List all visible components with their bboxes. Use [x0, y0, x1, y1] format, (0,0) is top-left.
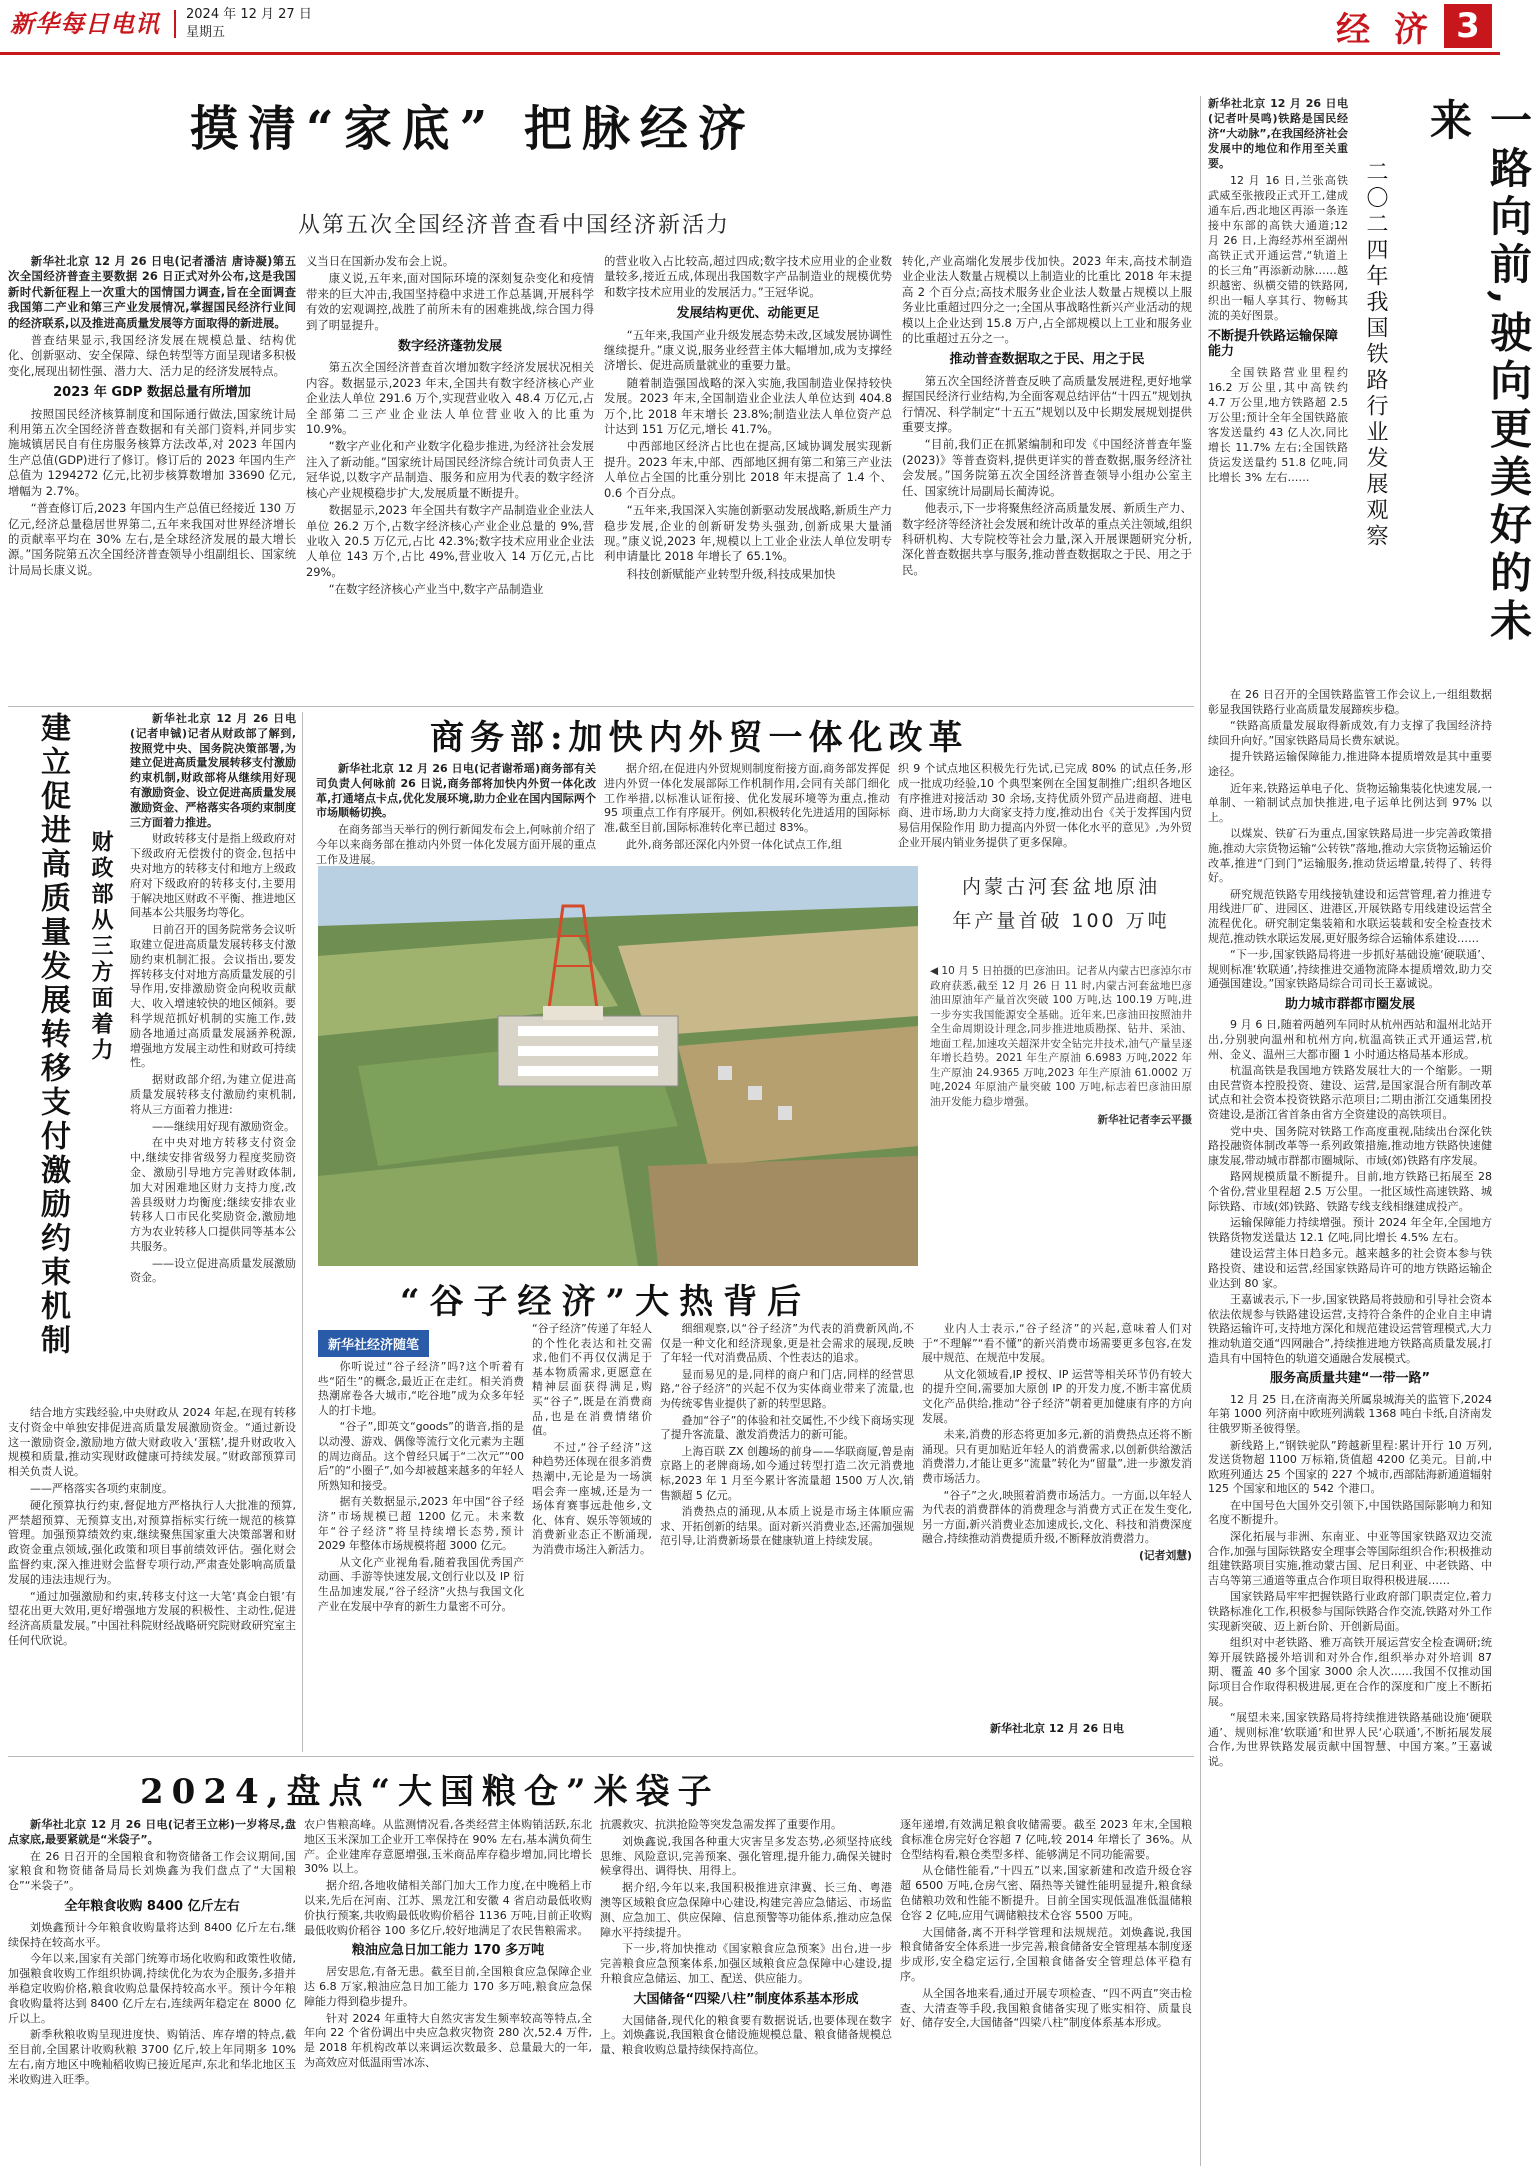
column-divider: [1200, 96, 1201, 2166]
railway-body: [1208, 688, 1492, 2166]
commerce-headline: 商务部:加快内外贸一体化改革: [430, 718, 969, 758]
article1-col4: [902, 254, 1192, 704]
masthead-divider: [174, 10, 176, 38]
millet-col4: [922, 1322, 1192, 1708]
commerce-col3: [898, 762, 1192, 862]
article1-subheading: 数字经济蓬勃发展: [397, 339, 502, 355]
commerce-col2: [604, 762, 890, 862]
photo-credit: 新华社记者李云平摄: [1097, 1114, 1192, 1126]
article1-para: 第五次全国经济普查反映了高质量发展进程,更好地掌握国民经济行业结构,为全面客观总结评估“十四五”规划执行情况、科学制定“十五五”规划以及中长期发展规划提供重要支撑。: [902, 373, 1192, 435]
article1-para: 转化,产业高端化发展步伐加快。2023 年末,高技术制造业企业法人数量占规模以上制造业的比重比 2018 年末提高 2 个百分点;高技术服务业企业法人数量占规模以上服务业比重超过四分之一;全国从事战略性新兴产业活动的规模以上企业达到 15.8 万户,占全部规模以上工业和服务业的比重超过五分之一。: [902, 254, 1192, 346]
grain-para: 据介绍,今年以来,我国积极推进京津冀、长三角、粤港澳等区域粮食应急保障中心建设,构建完善应急储运、市场监测、应急加工、供应保障、信息预警等功能体系,推动应急保障水平持续提升。: [600, 1881, 892, 1939]
grain-para: 下一步,将加快推动《国家粮食应急预案》出台,进一步完善粮食应急预案体系,加强区域粮食应急保障中心建设,提升粮食应急储运、加工、配送、供应能力。: [600, 1942, 892, 1985]
railway-para: 新线路上,“钢铁驼队”跨越新里程:累计开行 10 万列,发送货物超 1100 万标箱,货值超 4200 亿美元。目前,中欧班列通达 25 个国家的 227 个城市,西部陆海新通道辐射 125 个国家和地区的 542 个港口。: [1208, 1438, 1492, 1496]
millet-para: 消费热点的涌现,从本质上说是市场主体顺应需求、开拓创新的结果。面对新兴消费业态,还需加强规范引导,让消费新场景在健康轨道上持续发展。: [660, 1505, 914, 1548]
grain-col4: [900, 1818, 1192, 2168]
railway-subheading: 不断提升铁路运输保障能力: [1208, 329, 1339, 359]
railway-para: 12 月 25 日,在济南海关所属泉城海关的监管下,2024 年第 1000 列济南中欧班列满载 1368 吨白卡纸,自济南发往俄罗斯圣彼得堡。: [1208, 1392, 1492, 1435]
grain-para: 大国储备,现代化的粮食要有数据说话,也要体现在数字上。刘焕鑫说,我国粮食仓储设施规模总量、粮食储备规模总量、粮食收购总量持续保持高位。: [600, 2013, 892, 2057]
masthead-weekday: 星期五: [186, 25, 226, 40]
grain-subheading: 大国储备“四梁八柱”制度体系基本形成: [633, 1991, 859, 2007]
grain-col2: [304, 1818, 592, 2168]
article1-subheading: 推动普查数据取之于民、用之于民: [949, 352, 1145, 368]
article1-para: “五年来,我国产业升级发展态势未改,区域发展协调性继续提升。”康义说,服务业经营主体大幅增加,成为支撑经济增长、促进高质量就业的重要力量。: [604, 327, 892, 373]
grain-para: 大国储备,离不开科学管理和法规规范。刘焕鑫说,我国粮食储备安全体系进一步完善,粮食储备安全管理基本制度逐步成形,安全稳定运行,全国粮食储备安全管理总体平稳有序。: [900, 1925, 1192, 1983]
millet-para: 不过,“谷子经济”这种趋势还体现在很多消费热潮中,无论是为一场演唱会奔一座城,还是为一场体育赛事远赴他乡,文化、体育、娱乐等领域的消费新业态正不断涌现,为消费市场注入新活力。: [532, 1440, 652, 1556]
railway-para: 9 月 6 日,随着两趟列车同时从杭州西站和温州北站开出,分别驶向温州和杭州方向,杭温高铁正式开通运营,杭州、金义、温州三大都市圈 1 小时通达格局基本形成。: [1208, 1018, 1492, 1061]
grain-dateline-para: 新华社北京 12 月 26 日电(记者王立彬)一岁将尽,盘点家底,最要紧就是“米袋子”。: [8, 1818, 296, 1846]
commerce-para: 据介绍,在促进内外贸规则制度衔接方面,商务部发挥促进内外贸一体化发展部际工作机制作用,会同有关部门细化工作举措,以标准认证衔接、优化发展环境等为重点,推动 95 项重点工作有序展开。例如,积极转化先进适用的国际标准,截至目前,国际标准转化率已超过 83%。: [604, 762, 890, 835]
millet-col1: [318, 1360, 524, 1748]
finance-para: 硬化预算执行约束,督促地方严格执行人大批准的预算,严禁超预算、无预算支出,对预算指标实行统一规范的核算管理。加强预算绩效约束,继续聚焦国家重大决策部署和财政资金重点领域,强化政策和项目事前绩效评估。强化财会监督约束,深入推进财会监督专项行动,严肃查处影响高质量发展的违法违规行为。: [8, 1498, 296, 1586]
article1-para: 中西部地区经济占比也在提高,区域协调发展实现新提升。2023 年末,中部、西部地区拥有第二和第三产业法人单位占全国的比重分别比 2018 年末提高了 1.4 个、0.6 个百分点。: [604, 439, 892, 500]
article1-subheading: 发展结构更优、动能更足: [676, 306, 820, 322]
millet-author: (记者刘慧): [1138, 1548, 1192, 1562]
column-divider: [302, 712, 303, 1752]
millet-para: 叠加“谷子”的体验和社交属性,不少线下商场实现了提升客流量、激发消费活力的新可能。: [660, 1413, 914, 1442]
millet-para: 细细观察,以“谷子经济”为代表的消费新风尚,不仅是一种文化和经济现象,更是社会需求的展现,反映了年轻一代对消费品质、个性表达的追求。: [660, 1322, 914, 1365]
millet-para: 上海百联 ZX 创趣场的前身——华联商厦,曾是南京路上的老牌商场,如今通过转型打造二次元消费地标,2023 年 1 月至今累计客流量超 1500 万人次,销售额超 5 亿元。: [660, 1444, 914, 1502]
railway-para: 近年来,铁路运单电子化、货物运输集装化快速发展,一单制、一箱制试点加快推进,电子运单比例达到 97% 以上。: [1208, 781, 1492, 824]
commerce-dateline-para: 新华社北京 12 月 26 日电(记者谢希瑶)商务部有关司负责人何咏前 26 日说,商务部将加快内外贸一体化改革,打通堵点卡点,优化发展环境,助力企业在国内国际两个市场顺畅切换。: [316, 762, 596, 820]
finance-para: “通过加强激励和约束,转移支付这一大笔‘真金白银’有望花出更大效用,更好增强地方发展的积极性、主动性,促进经济高质量发展。”中国社科院财经战略研究院财政研究室主任何代欣说。: [8, 1589, 296, 1647]
railway-para: 组织对中老铁路、雅万高铁开展运营安全检查调研;统筹开展铁路援外培训和对外合作,组织举办对外培训 87 期、覆盖 40 多个国家 3000 余人次……我国不仅推动国际项目合作取得积极进展,更在合作的深度和广度上不断拓展。: [1208, 1636, 1492, 1708]
finance-para: 财政转移支付是指上级政府对下级政府无偿拨付的资金,包括中央对地方的转移支付和地方上级政府对下级政府的转移支付,主要用于解决地区财政不平衡、推进地区间基本公共服务均等化。: [130, 832, 296, 920]
article1-para: “数字产业化和产业数字化稳步推进,为经济社会发展注入了新动能。”国家统计局国民经济综合统计司负责人王冠华说,以数字产品制造、服务和应用为代表的数字经济核心产业规模稳步扩大,发展质量不断提升。: [306, 439, 594, 500]
millet-para: “谷子经济”传递了年轻人的个性化表达和社交需求,他们不再仅仅满足于基本物质需求,更愿意在精神层面获得满足,购买“谷子”,既是在消费商品,也是在消费情绪价值。: [532, 1322, 652, 1438]
railway-para: 杭温高铁是我国地方铁路发展壮大的一个缩影。一期由民营资本控股投资、建设、运营,是国家混合所有制改革试点和社会资本投资铁路示范项目;二期由浙江交通集团投资建设,是浙江省首条由省方全资建设的高铁项目。: [1208, 1064, 1492, 1122]
finance-para: 结合地方实践经验,中央财政从 2024 年起,在现有转移支付资金中单独安排促进高质量发展激励资金。“通过新设这一激励资金,激励地方做大财政收入‘蛋糕’,提升财政收入规模和质量,推动实现财政健康可持续发展。”财政部预算司相关负责人说。: [8, 1406, 296, 1479]
millet-para: 据有关数据显示,2023 年中国“谷子经济”市场规模已超 1200 亿元。未来数年“谷子经济”将呈持续增长态势,预计 2029 年整体市场规模将超 3000 亿元。: [318, 1495, 524, 1553]
railway-para: “展望未来,国家铁路局将持续推进铁路基础设施‘硬联通’、规则标准‘软联通’和世界人民‘心联通’,不断拓展发展合作,为世界铁路发展贡献中国智慧、中国方案。”王嘉诚说。: [1208, 1711, 1492, 1768]
finance-para: 日前召开的国务院常务会议听取建立促进高质量发展转移支付激励约束机制汇报。会议指出,要发挥转移支付对地方高质量发展的引导作用,安排激励资金向税收贡献大、收入增速较快的地区倾斜。要科学规范抓好机制的实施工作,鼓励各地通过高质量发展涵养税源,增强地方发展主动性和财政可持续性。: [130, 923, 296, 1070]
section-divider: [8, 1756, 1194, 1757]
grain-col1: [8, 1818, 296, 2168]
article1-para: 的营业收入占比较高,超过四成;数字技术应用业的企业数量较多,接近五成,体现出我国数字产品制造业的规模优势和数字技术应用业的发展活力。”王冠华说。: [604, 254, 892, 299]
article1-subheading: 2023 年 GDP 数据总量有所增加: [53, 385, 251, 401]
grain-subheading: 全年粮食收购 8400 亿斤左右: [64, 1898, 240, 1914]
millet-col2: [532, 1322, 652, 1748]
commerce-col1: [316, 762, 596, 866]
grain-para: 今年以来,国家有关部门统筹市场化收购和政策性收储,加强粮食收购工作组织协调,持续优化为农为企服务,多措并举稳定收购价格,粮食收购总量保持较高水平。预计今年粮食收购量将达到 8400 亿斤左右,连续两年稳定在 8000 亿斤以上。: [8, 1952, 296, 2025]
grain-headline: 2024,盘点“大国粮仓”米袋子: [140, 1772, 720, 1812]
article1-para: 普查结果显示,我国经济发展在规模总量、结构优化、创新驱动、安全保障、绿色转型等方面呈现诸多积极变化,展现出韧性强、潜力大、活力足的经济发展特点。: [8, 333, 296, 378]
grain-para: 据介绍,各地收储相关部门加大工作力度,在中晚稻上市以来,先后在河南、江苏、黑龙江和安徽 4 省启动最低收购价执行预案,共收购最低收购价稻谷 1136 万吨,目前正收购最低收购价稻谷 100 多亿斤,较好地满足了农民售粮需求。: [304, 1879, 592, 1937]
article1-para: “五年来,我国深入实施创新驱动发展战略,新质生产力稳步发展,企业的创新研发势头强劲,创新成果大量涌现。”康义说,2023 年,规模以上工业企业法人单位发明专利申请量比 2018 年增长了 65.1%。: [604, 503, 892, 564]
millet-para: 从文化领域看,IP 授权、IP 运营等相关环节仍有较大的提升空间,需要加大原创 IP 的开发力度,不断丰富优质文化产品供给,推动“谷子经济”朝着更加健康有序的方向发展。: [922, 1367, 1192, 1425]
article1-para: 按照国民经济核算制度和国际通行做法,国家统计局利用第五次全国经济普查数据和有关部门资料,并同步实施城镇居民自有住房服务核算方法改革,对 2023 年国内生产总值(GDP)进行了修订。修订后的 2023 年国内生产总值为 1294272 亿元,比初步核算数增加 33690 亿元,增幅为 2.7%。: [8, 406, 296, 498]
railway-para: 研究规范铁路专用线接轨建设和运营管理,着力推进专用线进厂矿、进园区、进港区,开展铁路专用线建设运营全流程优化。研究制定集装箱和水联运装载和安全检查技术规范,推动铁水联运发展,更好服务综合运输体系建设……: [1208, 887, 1492, 945]
grain-para: 在 26 日召开的全国粮食和物资储备工作会议期间,国家粮食和物资储备局局长刘焕鑫为我们盘点了“大国粮仓”“米袋子”。: [8, 1849, 296, 1893]
finance-para: ——设立促进高质量发展激励资金。: [130, 1256, 296, 1285]
railway-para: 王嘉诚表示,下一步,国家铁路局将鼓励和引导社会资本依法依规参与铁路建设运营,支持符合条件的企业自主申请铁路运输许可,支持地方深化和规范建设运营管理模式,大力推动轨道交通“四网融合”,持续推进地方铁路高质量发展,打造具有中国特色的轨道交通融合发展模式。: [1208, 1293, 1492, 1365]
finance-dateline-para: 新华社北京 12 月 26 日电(记者申铖)记者从财政部了解到,按照党中央、国务院决策部署,为建立促进高质量发展转移支付激励约束机制,财政部将从继续用好现有激励资金、设立促进高质量发展激励资金、严格落实各项约束制度三方面着力推进。: [130, 712, 296, 829]
article1-headline: 摸清“家底” 把脉经济: [190, 101, 756, 157]
railway-para: 提升铁路运输保障能力,推进降本提质增效是其中重要途径。: [1208, 750, 1492, 778]
millet-para: 显而易见的是,同样的商户和门店,同样的经营思路,“谷子经济”的兴起不仅为实体商业带来了流量,也为传统零售业提供了新的转型思路。: [660, 1367, 914, 1410]
oilfield-photo: [318, 866, 918, 1266]
article1-para: 科技创新赋能产业转型升级,科技成果加快: [626, 566, 836, 581]
millet-para: 从文化产业视角看,随着我国优秀国产动画、手游等快速发展,文创行业以及 IP 衍生品加速发展,“谷子经济”火热与我国文化产业在发展中孕育的新生力量密不可分。: [318, 1555, 524, 1613]
millet-headline: “谷子经济”大热背后: [400, 1282, 812, 1322]
finance-para: ——严格落实各项约束制度。: [30, 1481, 173, 1495]
railway-para: “下一步,国家铁路局将进一步抓好基础设施‘硬联通’、规则标准‘软联通’,持续推进交通物流降本提质增效,助力交通强国建设。”国家铁路局综合司司长王嘉诚说。: [1208, 948, 1492, 991]
commerce-para: 此外,商务部还深化内外贸一体化试点工作,组: [626, 837, 842, 851]
article1-dateline-para: 新华社北京 12 月 26 日电(记者潘洁 唐诗凝)第五次全国经济普查主要数据 26 日正式对外公布,这是我国新时代新征程上一次重大的国情国力调查,旨在全面调查我国第二产业和第三产业发展情况,掌握国民经济行业间的经济联系,以及推进高质量发展等方面取得的新进展。: [8, 254, 296, 330]
millet-para: 你听说过“谷子经济”吗?这个听着有些“陌生”的概念,最近正在走红。相关消费热潮席卷各大城市,“吃谷地”成为众多年轻人的打卡地。: [318, 1360, 524, 1417]
grain-para: 新季秋粮收购呈现进度快、购销活、库存增的特点,截至目前,全国累计收购秋粮 3700 亿斤,较上年同期多 10% 左右,南方地区中晚籼稻收购已接近尾声,东北和华北地区玉米收购进入旺季。: [8, 2028, 296, 2086]
photo-caption: [930, 964, 1192, 1109]
photo-title: [930, 870, 1192, 938]
railway-subhead: 二〇二四年我国铁路行业发展观察: [1363, 160, 1388, 550]
section-divider: [8, 706, 1194, 707]
railway-subheading: 服务高质量共建“一带一路”: [1269, 1371, 1431, 1387]
photo-title-line2: 年产量首破 100 万吨: [952, 910, 1170, 932]
railway-para: 以煤炭、铁矿石为重点,国家铁路局进一步完善政策措施,推动大宗货物运输“公转铁”落地,推动大宗货物运输运价改革,推进“门到门”运输服务,推动货运增量,转得了、转得好。: [1208, 827, 1492, 885]
finance-headline: 建立促进高质量发展转移支付激励约束机制: [35, 712, 70, 1358]
railway-subheading: 助力城市群都市圈发展: [1284, 996, 1415, 1012]
millet-dateline: 新华社北京 12 月 26 日电: [990, 1722, 1124, 1735]
masthead-date-block: [186, 6, 312, 42]
masthead-date: 2024 年 12 月 27 日: [186, 7, 312, 22]
grain-para: 刘焕鑫说,我国各种重大灾害呈多发态势,必须坚持底线思维、风险意识,完善预案、强化管理,提升能力,确保关键时候拿得出、调得快、用得上。: [600, 1834, 892, 1878]
railway-para: 国家铁路局牢牢把握铁路行业政府部门职责定位,着力铁路标准化工作,积极参与国际铁路合作交流,铁路对外工作实现新突破、迈上新台阶、开创新局面。: [1208, 1590, 1492, 1633]
millet-para: 未来,消费的形态将更加多元,新的消费热点还将不断涌现。只有更加贴近年轻人的消费需求,以创新供给激活消费潜力,才能让更多“流量”转化为“留量”,进一步激发消费市场活力。: [922, 1428, 1192, 1485]
railway-headline: 一路向前,驶向更美好的未来: [1424, 98, 1533, 647]
finance-side-col: [130, 712, 296, 1402]
railway-para: 党中央、国务院对铁路工作高度重视,陆续出台深化铁路投融资体制改革等一系列政策措施,推动地方铁路快速健康发展,带动城市群都市圈城际、市域(郊)铁路有序发展。: [1208, 1124, 1492, 1167]
grain-para: 抗震救灾、抗洪抢险等突发急需发挥了重要作用。: [600, 1818, 842, 1831]
railway-para: 建设运营主体日趋多元。越来越多的社会资本参与铁路投资、建设和运营,经国家铁路局许可的地方铁路运输企业达到 80 家。: [1208, 1247, 1492, 1290]
article1-para: 第五次全国经济普查首次增加数字经济发展状况相关内容。数据显示,2023 年末,全国共有数字经济核心产业企业法人单位 291.6 万个,实现营业收入 48.4 万亿元,占全部第二三产业企业法人单位营业收入的比重为 10.9%。: [306, 360, 594, 437]
article1-para: 随着制造强国战略的深入实施,我国制造业保持较快发展。2023 年末,全国制造业企业法人单位达到 404.8 万个,比 2018 年末增长 23.8%;制造业法人单位资产总计达到 151 万亿元,增长 41.7%。: [604, 375, 892, 437]
photo-caption-block: [930, 964, 1192, 1266]
finance-para: 在中央对地方转移支付资金中,继续安排省级努力程度奖励资金、激励引导地方完善财政体制,加大对困难地区财力支持力度,改善县级财力均衡度;继续安排农业转移人口市民化奖励资金,激励地方为农业转移人口提供同等基本公共服务。: [130, 1136, 296, 1253]
railway-para: 运输保障能力持续增强。预计 2024 年全年,全国地方铁路货物发送量达 12.1 亿吨,同比增长 4.5% 左右。: [1208, 1216, 1492, 1244]
article1-para: 义当日在国新办发布会上说。: [306, 254, 455, 268]
railway-para: 深化拓展与非洲、东南亚、中亚等国家铁路双边交流合作,加强与国际铁路安全理事会等国际组织合作;积极推动组建铁路项目实施,推动蒙古国、尼日利亚、中老铁路、中吉乌等第三通道等重点合作项目取得积极进展……: [1208, 1530, 1492, 1587]
railway-dateline-para: 新华社北京 12 月 26 日电(记者叶昊鸣)铁路是国民经济“大动脉”,在我国经济社会发展中的地位和作用至关重要。: [1208, 97, 1348, 170]
commerce-para: 织 9 个试点地区积极先行先试,已完成 80% 的试点任务,形成一批成功经验,10 个典型案例在全国复制推广;组织各地区有序推进对接活动 30 余场,支持优质外贸产品进商超、进电商、进市场,助力大商家支持力度,推动出台《关于发挥国内贸易信用保险作用 助力提高内外贸一体化水平的意见》,为外贸企业开展内销业务提供了更多保障。: [898, 762, 1192, 849]
article1-col3: [604, 254, 892, 704]
railway-para: 12 月 16 日,兰张高铁武威至张掖段正式开工,建成通车后,西北地区再添一条连接中东部的高铁大通道;12 月 26 日,上海经苏州至湖州高铁正式开通运营,“轨道上的长三角”再添新动脉……越织越密、纵横交错的铁路网,织出一幅人享其行、物畅其流的美好图景。: [1208, 174, 1348, 322]
photo-caption-text: 10 月 5 日拍摄的巴彦油田。记者从内蒙古巴彦淖尔市政府获悉,截至 12 月 26 日 11 时,内蒙古河套盆地巴彦油田原油年产量首次突破 100 万吨,达 100.19 万吨,进一步夯实我国能源安全基础。近年来,巴彦油田按照油井全生命周期设计理念,同步推进地质勘探、钻井、采油、地面工程,加速攻关超深井安全钻完井技术,油气产量呈逐年增长趋势。2021 年生产原油 6.6983 万吨,2022 年生产原油 24.9365 万吨,2023 年生产原油 61.0002 万吨,2024 年原油产量突破 100 万吨,标志着巴彦油田原油开发能力稳步增强。: [930, 965, 1192, 1108]
article1-para: “普查修订后,2023 年国内生产总值已经接近 130 万亿元,经济总量稳居世界第二,五年来我国对世界经济增长的贡献率平均在 30% 左右,是全球经济发展的最大增长源。”国务院第五次全国经济普查领导小组副组长、国家统计局局长康义说。: [8, 501, 296, 577]
grain-subheading: 粮油应急日加工能力 170 多万吨: [351, 1943, 545, 1959]
page-number: 3: [1444, 4, 1492, 48]
article1-subhead: 从第五次全国经济普查看中国经济新活力: [298, 213, 731, 238]
article1-para: 他表示,下一步将聚焦经济高质量发展、新质生产力、数字经济等经济社会发展和统计改革的重点关注领域,组织科研机构、大专院校等社会力量,深入开展课题研究分析,深化普查数据共享与服务,推动普查数据取之于民、用之于民。: [902, 501, 1192, 577]
grain-para: 针对 2024 年重特大自然灾害发生频率较高等特点,全年向 22 个省份调出中央应急救灾物资 280 次,52.4 万件,是 2018 年机构改革以来调运次数最多、总量最大的一年,为高效应对低温雨雪冰冻、: [304, 2011, 592, 2069]
grain-para: 刘焕鑫预计今年粮食收购量将达到 8400 亿斤左右,继续保持在较高水平。: [8, 1920, 296, 1949]
oilfield-illustration: [318, 866, 918, 1266]
article1-para: “在数字经济核心产业当中,数字产品制造业: [328, 582, 544, 597]
finance-bottom-col: [8, 1406, 296, 1752]
grain-para: 农户售粮高峰。从监测情况看,各类经营主体购销活跃,东北地区玉米深加工企业开工率保持在 90% 左右,基本满负荷生产。企业建库存意愿增强,玉米商品库存稳步增加,同比增长 30% 以上。: [304, 1818, 592, 1876]
commerce-para: 在商务部当天举行的例行新闻发布会上,何咏前介绍了今年以来商务部在推动内外贸一体化发展方面开展的重点工作及进展。: [316, 823, 596, 866]
finance-subhead: 财政部从三方面着力: [88, 830, 114, 1064]
grain-col3: [600, 1818, 892, 2168]
railway-para: 在 26 日召开的全国铁路监管工作会议上,一组组数据彰显我国铁路行业高质量发展蹄疾步稳。: [1208, 688, 1492, 716]
top-rule: [0, 52, 1500, 55]
article1-para: 康义说,五年来,面对国际环境的深刻复杂变化和疫情带来的巨大冲击,我国坚持稳中求进工作总基调,开展科学有效的宏观调控,战胜了前所未有的困难挑战,综合国力得到了明显提升。: [306, 271, 594, 332]
millet-col3: [660, 1322, 914, 1748]
masthead-brand: 新华每日电讯: [10, 9, 160, 38]
millet-column-badge: 新华社经济随笔: [318, 1330, 429, 1357]
section-name: 经 济: [1336, 10, 1434, 50]
railway-para: 全国铁路营业里程约 16.2 万公里,其中高铁约 4.7 万公里,地方铁路超 2.5 万公里;预计全年全国铁路旅客发送量约 43 亿人次,同比增长 11.7% 左右;全国铁路货运发送量约 51.8 亿吨,同比增长 3% 左右……: [1208, 366, 1348, 484]
photo-title-line1: 内蒙古河套盆地原油: [961, 876, 1160, 898]
railway-para: 在中国号色大国外交引领下,中国铁路国际影响力和知名度不断提升。: [1208, 1498, 1492, 1527]
railway-para: 路网规模质量不断提升。目前,地方铁路已拓展至 28 个省份,营业里程超 2.5 万公里。一批区域性高速铁路、城际铁路、市域(郊)铁路、铁路专线支线相继建成投产。: [1208, 1170, 1492, 1213]
caption-marker-icon: ◀: [930, 965, 942, 977]
millet-para: “谷子”,即英文“goods”的谐音,指的是以动漫、游戏、偶像等流行文化元素为主题的周边商品。这个曾经只属于“二次元”“00 后”的“小圈子”,如今却被越来越多的年轻人所熟知和接受。: [318, 1420, 524, 1492]
grain-para: 居安思危,有备无患。截至目前,全国粮食应急保障企业达 6.8 万家,粮油应急日加工能力 170 多万吨,粮食应急保障能力得到稳步提升。: [304, 1965, 592, 2008]
finance-para: 据财政部介绍,为建立促进高质量发展转移支付激励约束机制,将从三方面着力推进:: [130, 1073, 296, 1116]
grain-para: 逐年递增,有效满足粮食收储需要。截至 2023 年末,全国粮食标准仓房完好仓容超 7 亿吨,较 2014 年增长了 36%。从仓型结构看,粮仓类型多样、能够满足不同功能需要。: [900, 1818, 1192, 1861]
article1-para: 数据显示,2023 年全国共有数字产品制造业企业法人单位 26.2 万个,占数字经济核心产业企业总量的 9%,营业收入 20.5 万亿元,占比 42.3%;数字技术应用业企业法人单位 143 万个,占比 49%,营业收入 14 万亿元,占比 29%。: [306, 503, 594, 579]
article1-col1: [8, 254, 296, 704]
railway-para: “铁路高质量发展取得新成效,有力支撑了我国经济持续回升向好。”国家铁路局局长费东斌说。: [1208, 719, 1492, 747]
article1-para: “目前,我们正在抓紧编制和印发《中国经济普查年鉴(2023)》等普查资料,提供更详实的普查数据,服务经济社会发展。”国务院第五次全国经济普查领导小组办公室主任、国家统计局副局长蔺涛说。: [902, 437, 1192, 498]
grain-para: 从全国各地来看,通过开展专项检查、“四不两直”突击检查、大清查等手段,我国粮食储备实现了账实相符、质量良好、储存安全,大国储备“四梁八柱”制度体系基本形成。: [900, 1986, 1192, 2030]
railway-lead-col: [1208, 96, 1348, 526]
finance-para: ——继续用好现有激励资金。: [152, 1119, 295, 1133]
article1-col2: [306, 254, 594, 704]
grain-para: 从仓储性能看,“十四五”以来,国家新建和改造升级仓容超 6500 万吨,仓房气密、隔热等关键性能明显提升,粮食绿色储粮功效和性能不断提升。目前全国实现低温准低温储粮仓容 2 亿吨,应用气调储粮技术仓容 5500 万吨。: [900, 1864, 1192, 1922]
millet-para: “谷子”之火,映照着消费市场活力。一方面,以年轻人为代表的消费群体的消费理念与消费方式正在发生变化,另一方面,新兴消费业态加速成长,文化、科技和消费深度融合,持续推动消费提质升级,不断释放消费潜力。: [922, 1488, 1192, 1546]
millet-para: 业内人士表示,“谷子经济”的兴起,意味着人们对于“不理解”“看不懂”的新兴消费市场需要更多包容,在发展中规范、在规范中发展。: [922, 1322, 1192, 1365]
